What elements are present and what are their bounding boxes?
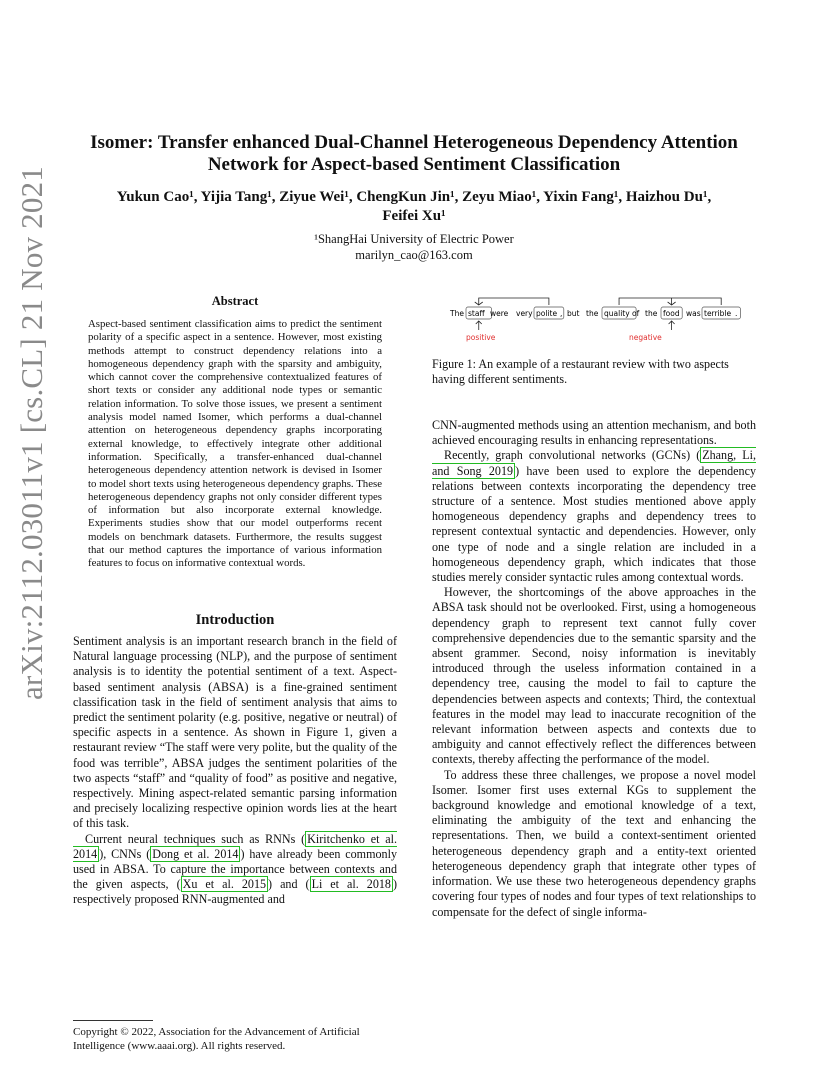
text-span: ) have been used to explore the dependency relations between contexts incorporating the dependency tree structure of a sentence. Most studies mentioned above apply homogeneous dependency graphs and dependency trees to represent contextual syntactic and dependencies. However, only one type of node and a single relation are included in a homogeneous dependency graph, which indicates that those studies merely consider syntactic rules among contextual words. (432, 463, 757, 585)
text-span: ), CNNs ( (99, 846, 151, 861)
introduction-heading: Introduction (195, 612, 275, 628)
figure-1-diagram (432, 290, 756, 350)
figure-word: was (686, 309, 701, 318)
email: marilyn_cao@163.com (355, 248, 473, 262)
author-list (60, 188, 768, 226)
figure-word: but (567, 309, 580, 318)
right-paragraph-2 (432, 448, 756, 585)
figure-word: . (735, 309, 738, 318)
title-line-2: Network for Aspect-based Sentiment Classification (207, 154, 621, 175)
citation-link[interactable]: Li et al. 2018 (311, 877, 391, 892)
text-span: ) and ( (268, 877, 310, 892)
figure-word: were (490, 309, 509, 318)
right-paragraph-1: CNN-augmented methods using an attention mechanism, and both achieved encouraging results in enhancing representations. (432, 418, 756, 448)
figure-word: food (663, 309, 680, 318)
right-paragraph-4: To address these three challenges, we propose a novel model Isomer. Isomer first uses external KGs to supplement the background knowledge and emotional knowledge of a text, eliminating the ambiguity of the text and enhancing the representations. Then, we build a context-sentiment oriented heterogeneous dependency graph and a entity-text oriented heterogeneous dependency graph that integrate other types of information. We use these two heterogeneous dependency graphs covering four types of nodes and four types of text relationships to compensate for the defect of single informa- (432, 767, 756, 919)
paper-title (60, 132, 768, 176)
figure-word: terrible (704, 309, 732, 318)
introduction-body (73, 634, 397, 908)
label-negative: negative (629, 333, 662, 342)
citation-link[interactable]: Kiritchenko et al. 2014 (73, 831, 397, 861)
figure-word: quality (604, 309, 630, 318)
abstract-text: Aspect-based sentiment classification aims to predict the sentiment polarity of a specific aspect in a sentence. However, most existing methods attempt to construct dependency relations into a homogeneous dependency graph with the sparsity and ambiguity, which cannot cover the comprehensive contextualized features of short texts or consider any additional node types or semantic relation information. To solve those issues, we present a sentiment analysis model named Isomer, which performs a dual-channel attention on heterogeneous dependency graphs incorporating external knowledge, to effectively integrate other additional information. Specifically, a transfer-enhanced dual-channel heterogeneous dependency attention network is devised in Isomer to model short texts using heterogeneous dependency graphs. These heterogeneous dependency graphs not only consider different types of information but also incorporate external knowledge. Experiments studies show that our model outperforms recent models on benchmark datasets. Furthermore, the results suggest that our method captures the importance of various information features to focus on informative contextual words. (88, 318, 382, 570)
intro-paragraph-2 (73, 832, 397, 908)
figure-word: of (632, 309, 640, 318)
figure-word: the (586, 309, 599, 318)
abstract-heading: Abstract (211, 294, 259, 308)
footnote-rule (73, 1020, 153, 1021)
text-span: Recently, graph convolutional networks (GCNs) ( (444, 448, 701, 463)
title-line-1: Isomer: Transfer enhanced Dual-Channel Heterogeneous Dependency Attention (90, 132, 738, 153)
affiliation: ¹ShangHai University of Electric Power (314, 232, 514, 246)
text-span: Current neural techniques such as RNNs ( (85, 831, 306, 846)
figure-word: polite (536, 309, 558, 318)
dependency-arc (479, 298, 549, 305)
authors-line-2: Feifei Xu¹ (382, 208, 446, 224)
arxiv-identifier: arXiv:2112.03011v1 [cs.CL] 21 Nov 2021 (14, 166, 49, 700)
right-column-body (432, 418, 756, 920)
citation-link[interactable]: Zhang, Li, and Song 2019 (432, 448, 756, 478)
citation-link[interactable]: Dong et al. 2014 (152, 846, 239, 861)
label-positive: positive (466, 333, 496, 342)
figure-word: , (560, 309, 563, 318)
copyright-notice: Copyright © 2022, Association for the Advancement of Artificial Intelligence (www.aaai.org). All rights reserved. (73, 1026, 360, 1052)
text-span: ) have already been commonly used in ABSA. To capture the importance between contexts and the given aspects, ( (73, 846, 397, 892)
intro-paragraph-1: Sentiment analysis is an important research branch in the field of Natural language processing (NLP), and the purpose of sentiment analysis is to identity the potential sentiment of a text. Aspect-based sentiment analysis (ABSA) is a fine-grained sentiment classification task in the field of sentiment analysis that aims to predict the sentiment polarity (e.g. positive, negative or neutral) of specific aspects in a sentence. As shown in Figure 1, given a restaurant review “The staff were very polite, but the quality of the food was terrible”, ABSA judges the sentiment polarities of the two aspects “staff” and “quality of food” as positive and negative, respectively. Mining aspect-related semantic parsing information and precisely localizing respective opinion words lies at the heart of this task. (73, 634, 397, 831)
right-paragraph-3: However, the shortcomings of the above approaches in the ABSA task should not be overlooked. First, using a homogeneous dependency graph to represent text cannot fully cover comprehensive dependencies due to the semantic sparsity and the absent grammer. Second, noisy information is inevitably introduced through the useless information contained in a dependency tree, causing the model to fail to capture the dependencies between aspects and contexts; Third, the contextual features in the model may lead to inaccurate recognition of the relevant information between aspects and contexts due to ambiguity and cannot effectively reflect the differences between contexts, thereby affecting the performance of the model. (432, 585, 756, 767)
figure-1-caption: Figure 1: An example of a restaurant review with two aspects having different sentiments. (432, 357, 729, 387)
figure-word: The (450, 309, 464, 318)
figure-word: the (645, 309, 658, 318)
figure-word: very (516, 309, 533, 318)
figure-1 (432, 290, 756, 350)
citation-link[interactable]: Xu et al. 2015 (182, 877, 267, 892)
affiliation-block (60, 231, 768, 263)
text-span: ) respectively proposed RNN-augmented and (73, 877, 397, 907)
authors-line-1: Yukun Cao¹, Yijia Tang¹, Ziyue Wei¹, ChengKun Jin¹, Zeyu Miao¹, Yixin Fang¹, Haizhou Du¹, (116, 189, 712, 205)
figure-word: staff (468, 309, 485, 318)
